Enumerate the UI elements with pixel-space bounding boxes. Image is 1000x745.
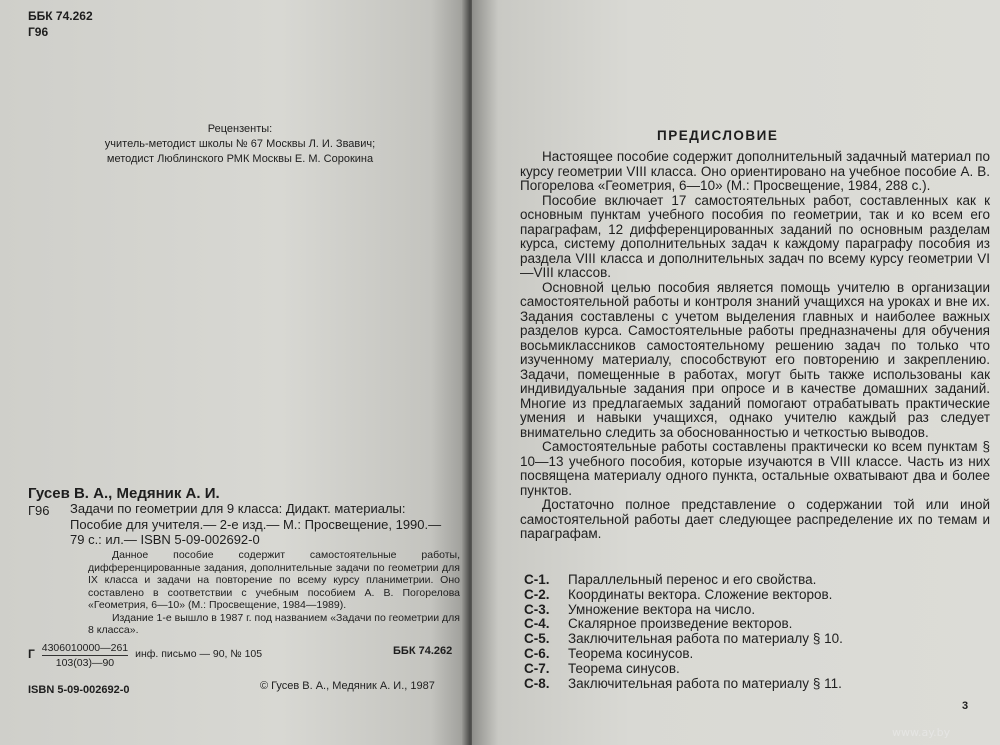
- isbn: ISBN 5-09-002692-0: [28, 684, 130, 696]
- preface-paragraph: Самостоятельные работы составлены практически ко всем пунктам § 10—13 учебного пособия, которые изучаются в VIII классе. Часть из них посвящена материалу одного пункта, остальные охватывают два и более пунктов.: [520, 439, 990, 498]
- watermark: www.ay.by: [892, 726, 951, 739]
- abstract: [88, 549, 460, 637]
- preface-paragraph: Настоящее пособие содержит дополнительный задачный материал по курсу геометрии VIII класса. Оно ориентировано на учебное пособие А. В. Погорелова «Геометрия, 6—10» (М.: Просвещение, 1984, 288 с.).: [520, 149, 990, 193]
- left-page: [0, 0, 468, 745]
- topic-list: [524, 573, 964, 691]
- list-item: С-4. Скалярное произведение векторов.: [524, 616, 793, 632]
- reviewers-block: [60, 122, 420, 167]
- page-number: 3: [962, 700, 969, 712]
- list-item: С-7. Теорема синусов.: [524, 660, 680, 676]
- preface-text: [520, 150, 990, 542]
- list-item: С-6. Теорема косинусов.: [524, 645, 694, 661]
- bibliographic-record: Задачи по геометрии для 9 класса: Дидакт. материалы: Пособие для учителя.— 2-е изд.— М.: Просвещение, 1990.— 79 с.: ил.— ISBN 5-09-002692-0: [70, 501, 442, 547]
- catalog-index: Г $\frac{4306010000—261}{103(03)—90}$ инф. письмо — 90, № 105: [28, 642, 263, 669]
- preface-paragraph: Пособие включает 17 самостоятельных работ, составленных как к основным пунктам учебного пособия по геометрии, так и ко всем его параграфам, 12 дифференцированных заданий по основным разделам курса, систему дополнительных задач к каждому параграфу пособия из раздела VIII класса и дополнительных задач по всему курсу геометрии VI—VIII классов.: [520, 192, 990, 280]
- preface-paragraph: Достаточно полное представление о содержании той или иной самостоятельной работы дает следующее распределение их по темам и параграфам.: [520, 497, 990, 541]
- right-page: [472, 0, 1000, 745]
- reviewer-line: методист Люблинского РМК Москвы Е. М. Сорокина: [106, 153, 374, 165]
- preface-paragraph: Основной целью пособия является помощь учителю в организации самостоятельной работы и контроля знаний учащихся на уроках и вне их. Задания составлены с учетом выделения главных и наиболее важных разделов курса. Самостоятельные работы предназначены для обучения восьмиклассников самостоятельному решению задач по только что изученному материалу, способствуют его повторению и закреплению. Задачи, помещенные в работах, могут быть также использованы как индивидуальные задания при опросе и в качестве домашних заданий. Многие из предлагаемых заданий помогают отрабатывать практические умения и навыки учащихся, однако учителю каждый раз следует внимательно следить за обоснованностью и четкостью выводов.: [520, 279, 990, 440]
- list-item: С-2. Координаты вектора. Сложение векторов.: [524, 586, 833, 602]
- author-line: Гусев В. А., Медяник А. И.: [28, 485, 220, 502]
- list-item: С-8. Заключительная работа по материалу § 11.: [524, 675, 842, 691]
- abstract-paragraph: Издание 1-е вышло в 1987 г. под названием «Задачи по геометрии для 8 класса».: [88, 611, 460, 636]
- bbk-code-top: ББК 74.262 Г96: [28, 9, 93, 39]
- reviewer-line: учитель-методист школы № 67 Москвы Л. И. Звавич;: [104, 138, 376, 150]
- copyright: © Гусев В. А., Медяник А. И., 1987: [260, 680, 435, 692]
- catalog-fraction: $\frac{4306010000—261}{103(03)—90}$: [41, 642, 129, 669]
- list-item: С-3. Умножение вектора на число.: [524, 601, 756, 617]
- list-item: С-1. Параллельный перенос и его свойства.: [524, 572, 817, 587]
- page-title: ПРЕДИСЛОВИЕ: [657, 128, 779, 143]
- bbk-code-bottom: ББК 74.262: [393, 645, 453, 657]
- reviewers-label: Рецензенты:: [207, 123, 273, 135]
- catalog-mark: Г96: [28, 503, 50, 518]
- list-item: С-5. Заключительная работа по материалу § 10.: [524, 631, 843, 647]
- abstract-paragraph: Данное пособие содержит самостоятельные работы, дифференцированные задания, дополнительные задачи по геометрии для IX класса и задачи на повторение по всему курсу планиметрии. Оно составлено в соответствии с учебным пособием А. В. Погорелова «Геометрия, 6—10» (М.: Просвещение, 1984—1989).: [88, 549, 460, 611]
